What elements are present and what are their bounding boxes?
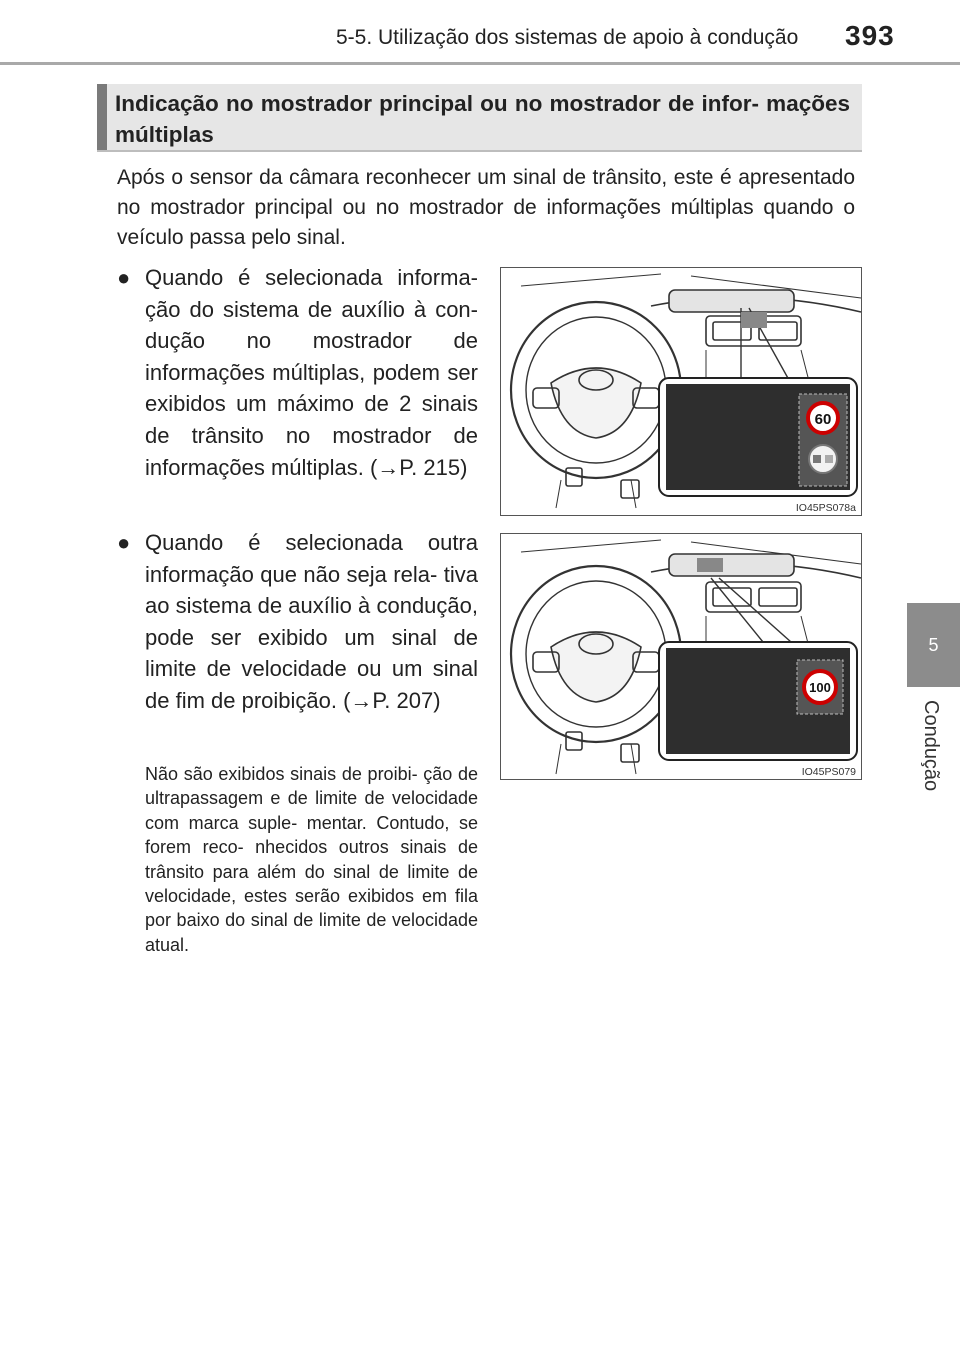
bullet-marker: ● bbox=[117, 530, 131, 555]
section-header: 5-5. Utilização dos sistemas de apoio à condução bbox=[336, 26, 799, 49]
speed-sign-value: 100 bbox=[809, 680, 831, 695]
bullet-text: Quando é selecionada informa- ção do sistema de auxílio à con- dução no mostrador de informações múltiplas, podem ser exibidos um máximo de 2 sinais de trânsito no mostrador de informações múltiplas. (→P. 215) bbox=[145, 265, 478, 480]
note-paragraph: Não são exibidos sinais de proibi- ção de ultrapassagem e de limite de velocidade com marca suple- mentar. Contudo, se forem reco- nhecidos outros sinais de trânsito para além do sinal de limite de velocidade, estes serão exibidos em fila por baixo do sinal de limite de velocidade atual. bbox=[145, 764, 478, 955]
title-accent-bar bbox=[97, 84, 107, 150]
dashboard-illustration bbox=[501, 534, 863, 781]
figure-dashboard-1 bbox=[500, 267, 862, 516]
bullet-text: Quando é selecionada outra informação que não seja rela- tiva ao sistema de auxílio à condução, pode ser exibido um sinal de limite de velocidade ou um sinal de fim de proibição. (→P. 207) bbox=[145, 530, 478, 713]
bullet-marker: ● bbox=[117, 265, 131, 290]
figure-label: IO45PS078a bbox=[795, 502, 856, 514]
section-title: Indicação no mostrador principal ou no mostrador de infor- mações múltiplas bbox=[115, 91, 850, 147]
section-title-box bbox=[97, 84, 862, 152]
bullet-item bbox=[117, 262, 478, 483]
dashboard-illustration bbox=[501, 268, 863, 517]
page-number: 393 bbox=[845, 20, 895, 51]
chapter-label: Condução bbox=[920, 700, 942, 792]
bullet-item bbox=[117, 527, 478, 717]
figure-dashboard-2 bbox=[500, 533, 862, 780]
chapter-tab: 5 bbox=[907, 603, 960, 687]
figure-label: IO45PS079 bbox=[801, 766, 856, 778]
header-divider bbox=[0, 62, 960, 65]
speed-sign-value: 60 bbox=[814, 411, 832, 428]
intro-paragraph: Após o sensor da câmara reconhecer um sinal de trânsito, este é apresentado no mostrador principal ou no mostrador de informações múltiplas quando o veículo passa pelo sinal. bbox=[117, 166, 855, 249]
